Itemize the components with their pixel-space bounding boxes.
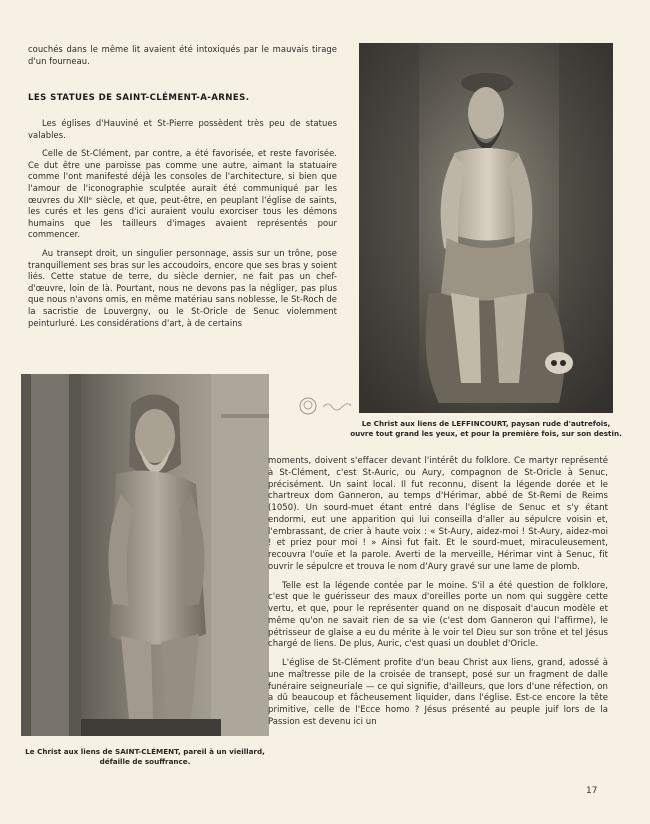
caption-leffincourt-line-1: Le Christ aux liens de LEFFINCOURT, paysan rude d'autrefois, bbox=[361, 419, 611, 428]
photo-christ-saint-clement bbox=[21, 374, 269, 736]
stamp-scribble-icon bbox=[322, 399, 352, 413]
top-text-column bbox=[28, 44, 337, 74]
caption-leffincourt bbox=[340, 419, 632, 438]
left-paragraph-2: Celle de St-Clément, par contre, a été favorisée, et reste favorisée. Ce dut être une paroisse pas comme une autre, aimant la statuaire comme l'ont manifesté déjà les consoles de l'architecture, si bien que l'amour de l'iconographie sculptée aurait été communiqué par les œuvres du XIIᵉ siècle, et que, peut-être, en peuplant l'église de saints, les curés et les gens d'ici auraient voulu exorciser tous les démons humains que les tailleurs d'images avaient représentés pour commencer. bbox=[28, 148, 337, 240]
caption-saint-clement-line-1: Le Christ aux liens de SAINT-CLÉMENT, pareil à un vieillard, bbox=[25, 747, 265, 756]
right-paragraph-2: Telle est la légende contée par le moine. S'il a été question de folklore, c'est que le guérisseur des maux d'oreilles porte un nom qui suggère cette vertu, et que, pour le représenter quand on ne disposait d'aucun modèle et même qu'on ne savait rien de sa vie (c'est dom Ganneron qui l'affirme), le pétrisseur de glaise a eu du mérite à le voir tel Dieu sur son trône et tel Jésus chargé de liens. De plus, Auric, c'est quasi un doublet d'Oricle. bbox=[268, 580, 608, 650]
right-paragraph-1: moments, doivent s'effacer devant l'intérêt du folklore. Ce martyr représenté à St-Clément, c'est St-Auric, ou Aury, compagnon de St-Oricle à Senuc, précisément. Un saint local. Il fut reconnu, disent la légende dorée et le chartreux dom Ganneron, au temps d'Hérimar, abbé de St-Remi de Reims (1050). Un sourd-muet étant entré dans l'église de Senuc et s'y étant endormi, eut une apparition qui lui conseilla d'aller au sépulcre voisin et, l'embrassant, de crier à haute voix : « St-Aury, aidez-moi ! St-Aury, aidez-moi ! et priez pour moi ! » Ainsi fut fait. Et le sourd-muet, miraculeusement, recouvra l'ouïe et la parole. Averti de la merveille, Hérimar vint à Senuc, fit ouvrir le sépulcre et trouva le nom d'Aury gravé sur une lame de plomb. bbox=[268, 456, 608, 572]
section-heading: LES STATUES DE SAINT-CLÉMENT-A-ARNES. bbox=[28, 93, 250, 103]
caption-saint-clement-line-2: défaille de souffrance. bbox=[99, 756, 191, 766]
statue-leffincourt-illustration bbox=[359, 43, 613, 413]
caption-saint-clement bbox=[21, 747, 269, 766]
left-text-column bbox=[28, 118, 337, 336]
top-paragraph: couchés dans le même lit avaient été intoxiqués par le mauvais tirage d'un fourneau. bbox=[28, 44, 337, 66]
caption-leffincourt-line-2: ouvre tout grand les yeux, et pour la première fois, sur son destin. bbox=[350, 428, 622, 438]
right-text-column bbox=[268, 456, 608, 736]
stamp-emblem-icon bbox=[298, 396, 318, 416]
photo-christ-leffincourt bbox=[359, 43, 613, 413]
page-number: 17 bbox=[586, 786, 598, 796]
photographer-stamp bbox=[298, 396, 354, 416]
statue-saint-clement-illustration bbox=[21, 374, 269, 736]
right-paragraph-3: L'église de St-Clément profite d'un beau Christ aux liens, grand, adossé à une maîtresse pile de la croisée de transept, posé sur un fragment de dalle funéraire seigneuriale — ce qui signifie, d'ailleurs, que lors d'une réfection, on a dû beaucoup et fâcheusement liquider, dans l'église. Est-ce encore la tête primitive, celle de l'Ecce homo ? Jésus présenté au peuple juif lors de la Passion est devenu ici un bbox=[268, 658, 608, 727]
left-paragraph-3: Au transept droit, un singulier personnage, assis sur un trône, pose tranquillement ses bras sur les accoudoirs, encore que ses bras y soient liés. Cette statue de terre, du siècle dernier, ne fait pas un chef-d'œuvre, loin de là. Pourtant, nous ne devons pas la négliger, pas plus que nous n'avons omis, en même matériau sans noblesse, le St-Roch de la sacristie de Louvergny, ou le St-Oricle de Senuc violemment peinturluré. Les considérations d'art, à de certains bbox=[28, 247, 337, 328]
left-paragraph-1: Les églises d'Hauviné et St-Pierre possèdent très peu de statues valables. bbox=[28, 118, 337, 140]
